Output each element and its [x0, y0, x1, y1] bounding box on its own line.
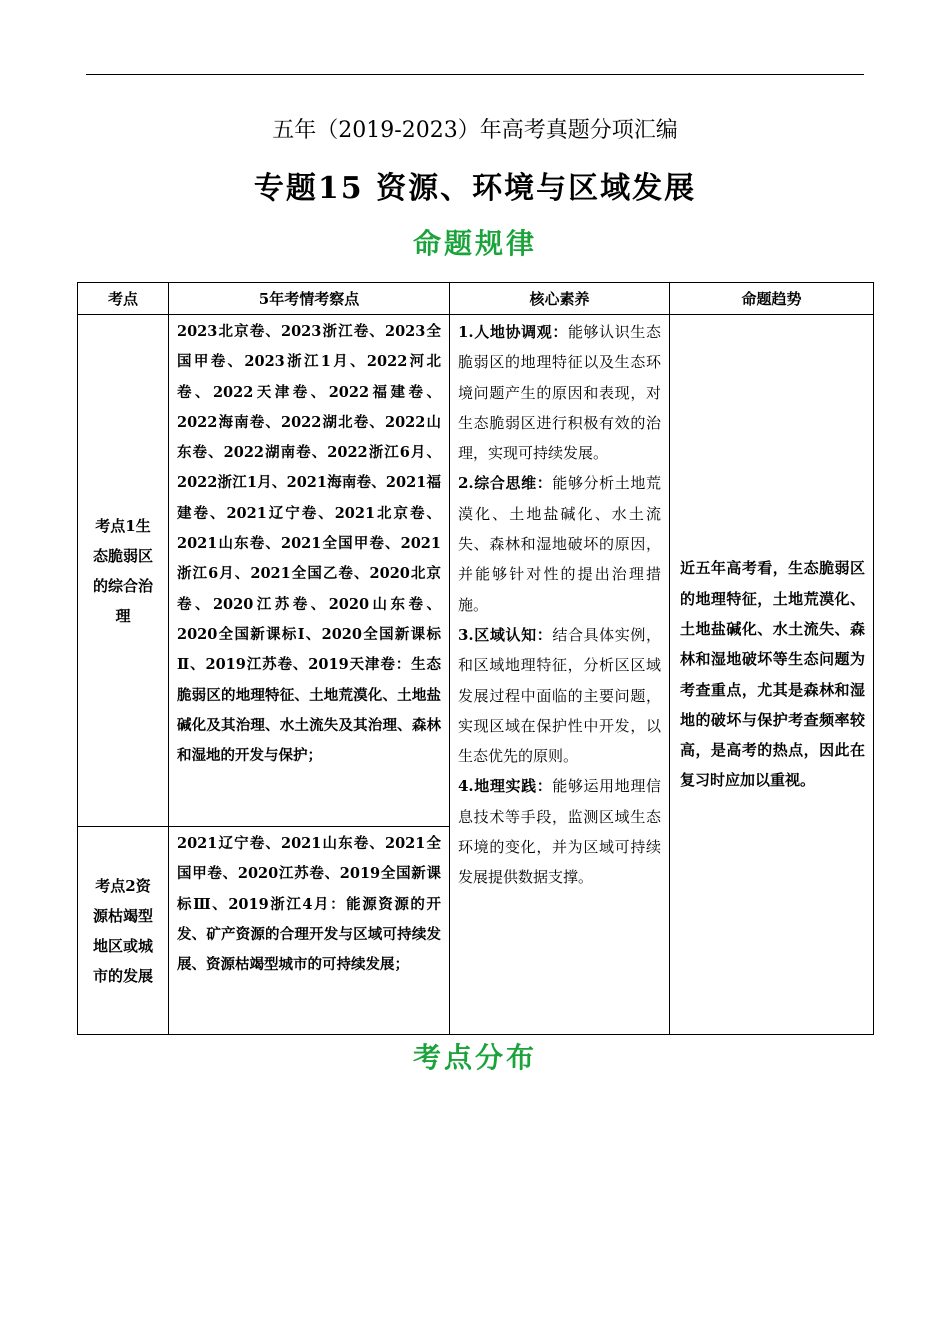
core-item: [458, 620, 661, 771]
trend-cell: 近五年高考看，生态脆弱区的地理特征，土地荒漠化、土地盐碱化、水土流失、森林和湿地破坏等生态问题为考查重点，尤其是森林和湿地的破坏与保护考查频率较高，是高考的热点，因此在复习时应加以重视。: [670, 315, 874, 1035]
header-cell-exams: 5年考情考察点: [169, 283, 450, 315]
exam-point-cell: 考点1生态脆弱区的综合治理: [78, 315, 169, 827]
section-heading-distribution: 考点分布: [412, 1041, 537, 1074]
table-row: [78, 315, 874, 827]
core-item: [458, 468, 661, 619]
core-item: [458, 771, 661, 892]
document-subtitle: 五年（2019-2023）年高考真题分项汇编: [272, 118, 678, 143]
core-item-text: 能够运用地理信息技术等手段，监测区域生态环境的变化，并为区域可持续发展提供数据支撑。: [458, 777, 661, 887]
core-item-label: 4.地理实践：: [458, 777, 553, 796]
exam-sources-cell: 2023北京卷、2023浙江卷、2023全国甲卷、2023浙江1月、2022河北卷、2022天津卷、2022福建卷、2022海南卷、2022湖北卷、2022山东卷、2022湖南卷、2022浙江6月、2022浙江1月、2021海南卷、2021福建卷、2021辽宁卷、2021北京卷、2021山东卷、2021全国甲卷、2021浙江6月、2021全国乙卷、2020北京卷、2020江苏卷、2020山东卷、2020全国新课标Ⅰ、2020全国新课标Ⅱ、2019江苏卷、2019天津卷：生态脆弱区的地理特征、土地荒漠化、土地盐碱化及其治理、水土流失及其治理、森林和湿地的开发与保护；: [169, 315, 450, 827]
header-cell-core: 核心素养: [450, 283, 670, 315]
header-cell-point: 考点: [78, 283, 169, 315]
core-item-text: 能够认识生态脆弱区的地理特征以及生态环境问题产生的原因和表现，对生态脆弱区进行积极有效的治理，实现可持续发展。: [458, 323, 661, 463]
core-item-label: 2.综合思维：: [458, 474, 553, 493]
exam-sources-cell: 2021辽宁卷、2021山东卷、2021全国甲卷、2020江苏卷、2019全国新课标Ⅲ、2019浙江4月：能源资源的开发、矿产资源的合理开发与区域可持续发展、资源枯竭型城市的可持续发展；: [169, 827, 450, 1035]
header-rule: [86, 74, 864, 75]
exam-point-cell: 考点2资源枯竭型地区或城市的发展: [78, 827, 169, 1035]
core-item-text: 结合具体实例，和区域地理特征，分析区区域发展过程中面临的主要问题，实现区域在保护性中开发，以生态优先的原则。: [458, 625, 661, 766]
core-item: [458, 317, 661, 468]
document-title: 专题15 资源、环境与区域发展: [253, 171, 697, 206]
core-item-label: 3.区域认知：: [458, 625, 553, 644]
exam-analysis-table: [77, 282, 874, 1035]
core-literacy-cell: [450, 315, 670, 1035]
header-cell-trend: 命题趋势: [670, 283, 874, 315]
core-item-text: 能够分析土地荒漠化、土地盐碱化、水土流失、森林和湿地破坏的原因，并能够针对性的提出治理措施。: [458, 474, 661, 614]
table-header-row: [78, 283, 874, 315]
core-item-label: 1.人地协调观：: [458, 323, 568, 341]
section-heading-rules: 命题规律: [412, 227, 537, 260]
